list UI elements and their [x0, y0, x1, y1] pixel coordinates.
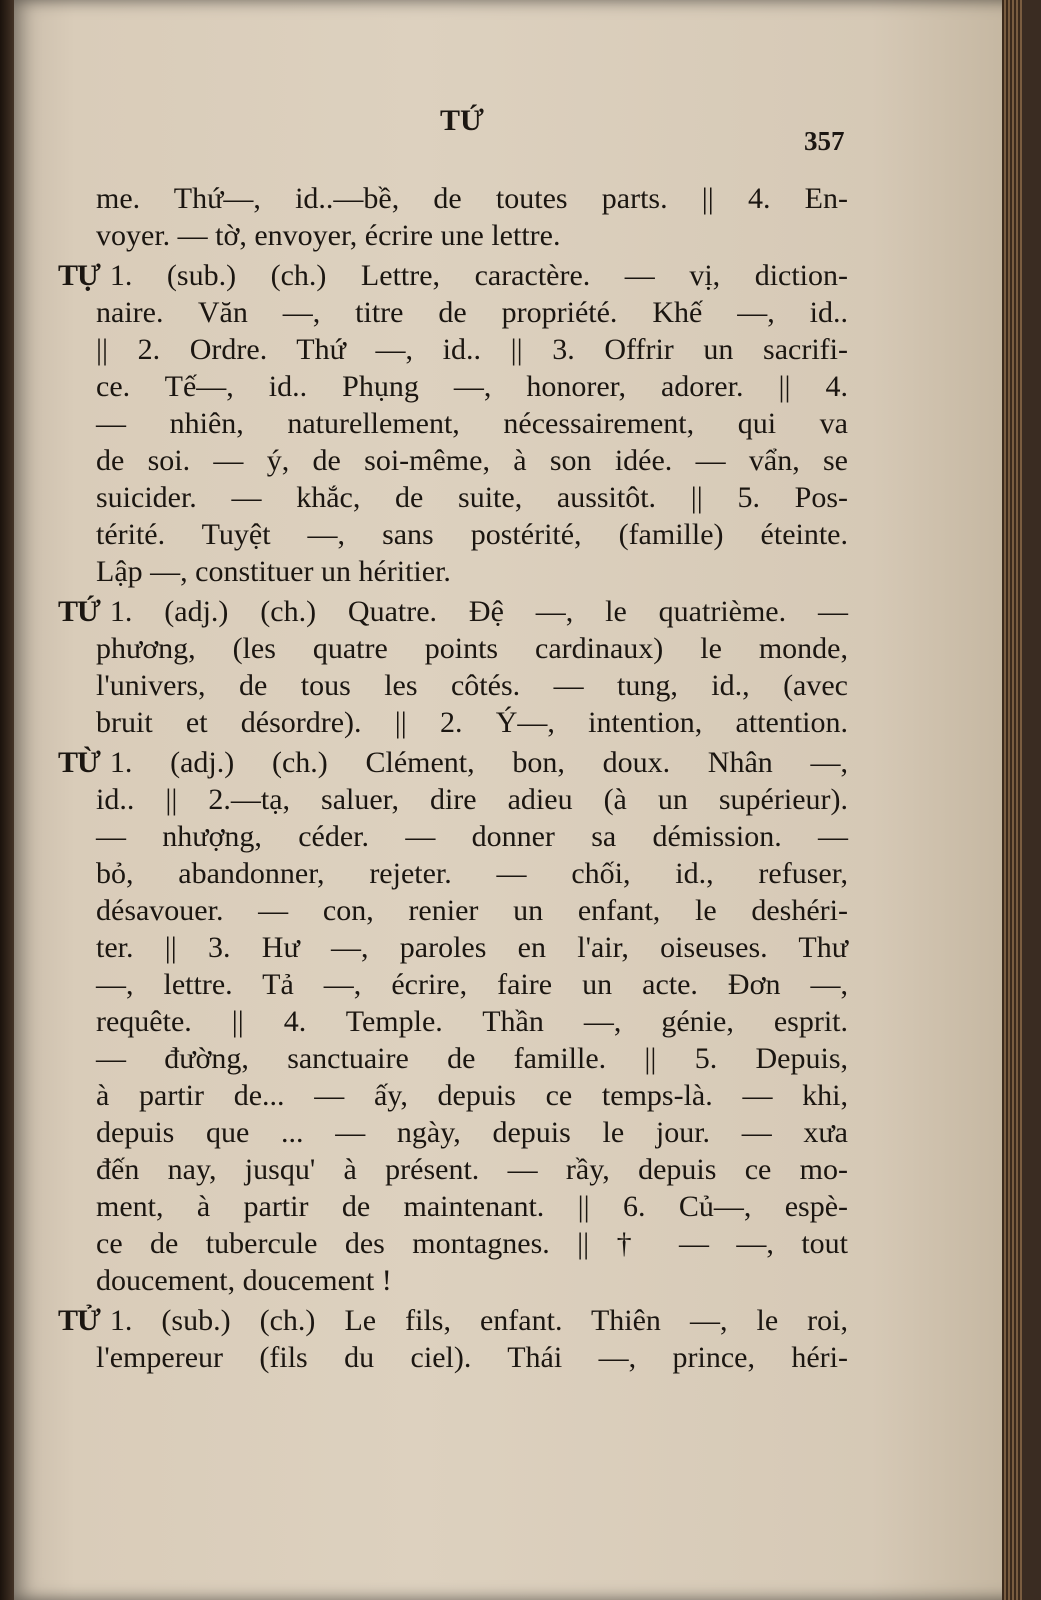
- text-line: — đường, sanctuaire de famille. || 5. Depuis,: [96, 1042, 848, 1075]
- text-line: ment, à partir de maintenant. || 6. Củ—, espè-: [96, 1190, 848, 1223]
- text-line: suicider. — khắc, de suite, aussitôt. || 5. Pos-: [96, 481, 848, 514]
- text-line: me. Thứ—, id..—bề, de toutes parts. || 4. En-: [96, 182, 848, 215]
- text-line: l'empereur (fils du ciel). Thái —, prince, héri-: [96, 1341, 848, 1374]
- entry-continuation: [58, 180, 848, 254]
- dictionary-text: [58, 180, 848, 1379]
- entry-tu-hoi: [58, 1302, 848, 1376]
- text-line: bruit et désordre). || 2. Ý—, intention, attention.: [96, 706, 848, 739]
- entry-tu-sac: [58, 593, 848, 741]
- headword: TỰ: [58, 259, 100, 292]
- text-line: doucement, doucement !: [96, 1264, 392, 1297]
- text-line: đến nay, jusqu' à présent. — rầy, depuis ce mo-: [96, 1153, 848, 1186]
- running-head: TỨ: [440, 104, 484, 137]
- text-line: naire. Văn —, titre de propriété. Khế —, id..: [96, 296, 848, 329]
- page-edges: [1002, 0, 1022, 1600]
- text-line: ter. || 3. Hư —, paroles en l'air, oiseuses. Thư: [96, 931, 848, 964]
- text-line: TỰ 1. (sub.) (ch.) Lettre, caractère. — vị, diction-: [58, 259, 848, 292]
- text-line: id.. || 2.—tạ, saluer, dire adieu (à un supérieur).: [96, 783, 848, 816]
- text-line: phương, (les quatre points cardinaux) le monde,: [96, 632, 848, 665]
- text-line: bỏ, abandonner, rejeter. — chối, id., refuser,: [96, 857, 848, 890]
- entry-tu-huyen: [58, 744, 848, 1299]
- text-line: voyer. — tờ, envoyer, écrire une lettre.: [96, 219, 561, 252]
- text-line: || 2. Ordre. Thứ —, id.. || 3. Offrir un sacrifi-: [96, 333, 848, 366]
- text-line: TỪ 1. (adj.) (ch.) Clément, bon, doux. Nhân —,: [58, 746, 848, 779]
- text-line: térité. Tuyệt —, sans postérité, (famille) éteinte.: [96, 518, 848, 551]
- text-line: — nhượng, céder. — donner sa démission. —: [96, 820, 848, 853]
- text-line: l'univers, de tous les côtés. — tung, id., (avec: [96, 669, 848, 702]
- text-line: ce. Tế—, id.. Phụng —, honorer, adorer. || 4.: [96, 370, 848, 403]
- headword: TỨ: [58, 595, 100, 628]
- text-line: requête. || 4. Temple. Thần —, génie, esprit.: [96, 1005, 848, 1038]
- text-line: désavouer. — con, renier un enfant, le deshéri-: [96, 894, 848, 927]
- text-line: à partir de... — ấy, depuis ce temps-là. — khi,: [96, 1079, 848, 1112]
- text-line: — nhiên, naturellement, nécessairement, qui va: [96, 407, 848, 440]
- text-line: Lập —, constituer un héritier.: [96, 555, 451, 588]
- page-number: 357: [804, 126, 845, 156]
- text-line: de soi. — ý, de soi-même, à son idée. — vẩn, se: [96, 444, 848, 477]
- text-line: TỨ 1. (adj.) (ch.) Quatre. Đệ —, le quatrième. —: [58, 595, 848, 628]
- text-line: ce de tubercule des montagnes. || † — —, tout: [96, 1227, 848, 1260]
- text-line: TỬ 1. (sub.) (ch.) Le fils, enfant. Thiên —, le roi,: [58, 1304, 848, 1337]
- headword: TỬ: [58, 1304, 100, 1337]
- entry-tu-nang: [58, 257, 848, 590]
- headword: TỪ: [58, 746, 100, 779]
- text-line: —, lettre. Tả —, écrire, faire un acte. Đơn —,: [96, 968, 848, 1001]
- text-line: depuis que ... — ngày, depuis le jour. — xưa: [96, 1116, 848, 1149]
